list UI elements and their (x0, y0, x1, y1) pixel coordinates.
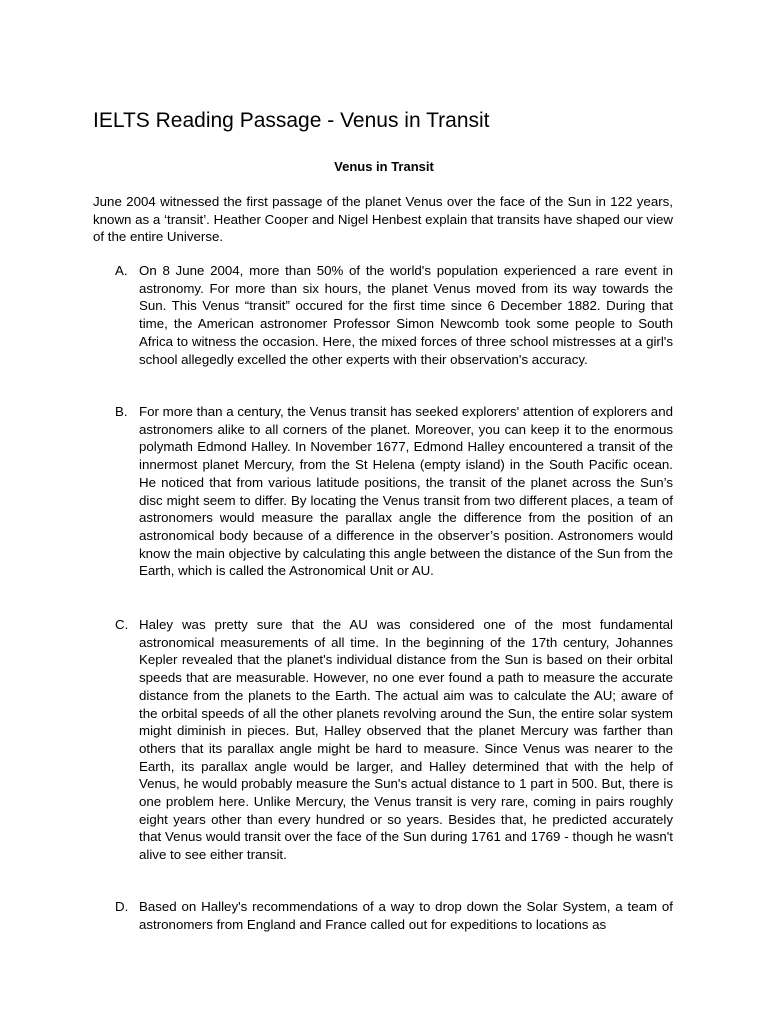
section-c (93, 616, 673, 864)
section-marker: B. (115, 404, 128, 419)
section-d (93, 898, 673, 933)
section-marker: D. (115, 899, 129, 914)
section-marker: C. (115, 617, 129, 632)
section-b (93, 403, 673, 580)
page-title: IELTS Reading Passage - Venus in Transit (93, 109, 490, 132)
section-text: Based on Halley's recommendations of a way to drop down the Solar System, a team of astronomers from England and France called out for expeditions to locations as (139, 899, 673, 932)
section-a (93, 262, 673, 368)
intro-paragraph: June 2004 witnessed the first passage of the planet Venus over the face of the Sun in 122 years, known as a ‘transit’. Heather Cooper and Nigel Henbest explain that transits have shaped our view of the entire Universe. (93, 194, 673, 245)
section-marker: A. (115, 263, 128, 278)
section-text: On 8 June 2004, more than 50% of the world's population experienced a rare event in astronomy. For more than six hours, the planet Venus moved from its way towards the Sun. This Venus “transit” occured for the first time since 6 December 1882. During that time, the American astronomer Professor Simon Newcomb took some people to South Africa to witness the occasion. Here, the mixed forces of three school mistresses at a girl's school allegedly excelled the other experts with their observation's accuracy. (139, 263, 673, 367)
section-text: Haley was pretty sure that the AU was considered one of the most fundamental astronomical measurements of all time. In the beginning of the 17th century, Johannes Kepler revealed that the planet's individual distance from the Sun is based on their orbital speeds that are measurable. However, no one ever found a path to measure the accurate distance from the planets to the Earth. The actual aim was to calculate the AU; aware of the orbital speeds of all the other planets revolving around the Sun, the entire solar system might diminish in pieces. But, Halley observed that the planet Mercury was farther than others that its parallax angle might be hard to measure. Since Venus was nearer to the Earth, its parallax angle would be larger, and Halley determined that with the help of Venus, he would probably measure the Sun's actual distance to 1 part in 500. But, there is one problem here. Unlike Mercury, the Venus transit is very rare, coming in pairs roughly eight years other than every hundred or so years. Besides that, he predicted accurately that Venus would transit over the face of the Sun during 1761 and 1769 - though he wasn't alive to see either transit. (139, 617, 673, 863)
passage-title: Venus in Transit (334, 159, 434, 174)
section-text: For more than a century, the Venus transit has seeked explorers' attention of explorers and astronomers alike to all corners of the planet. Moreover, you can keep it to the enormous polymath Edmond Halley. In November 1677, Edmond Halley encountered a transit of the innermost planet Mercury, from the St Helena (empty island) in the South Pacific ocean. He noticed that from various latitude positions, the transit of the planet across the Sun’s disc might seem to differ. By locating the Venus transit from two different places, a team of astronomers would measure the parallax angle the difference from the position of an astronomical body because of a difference in the observer’s position. Astronomers would know the main objective by calculating this angle between the distance of the Sun from the Earth, which is called the Astronomical Unit or AU. (139, 404, 673, 579)
